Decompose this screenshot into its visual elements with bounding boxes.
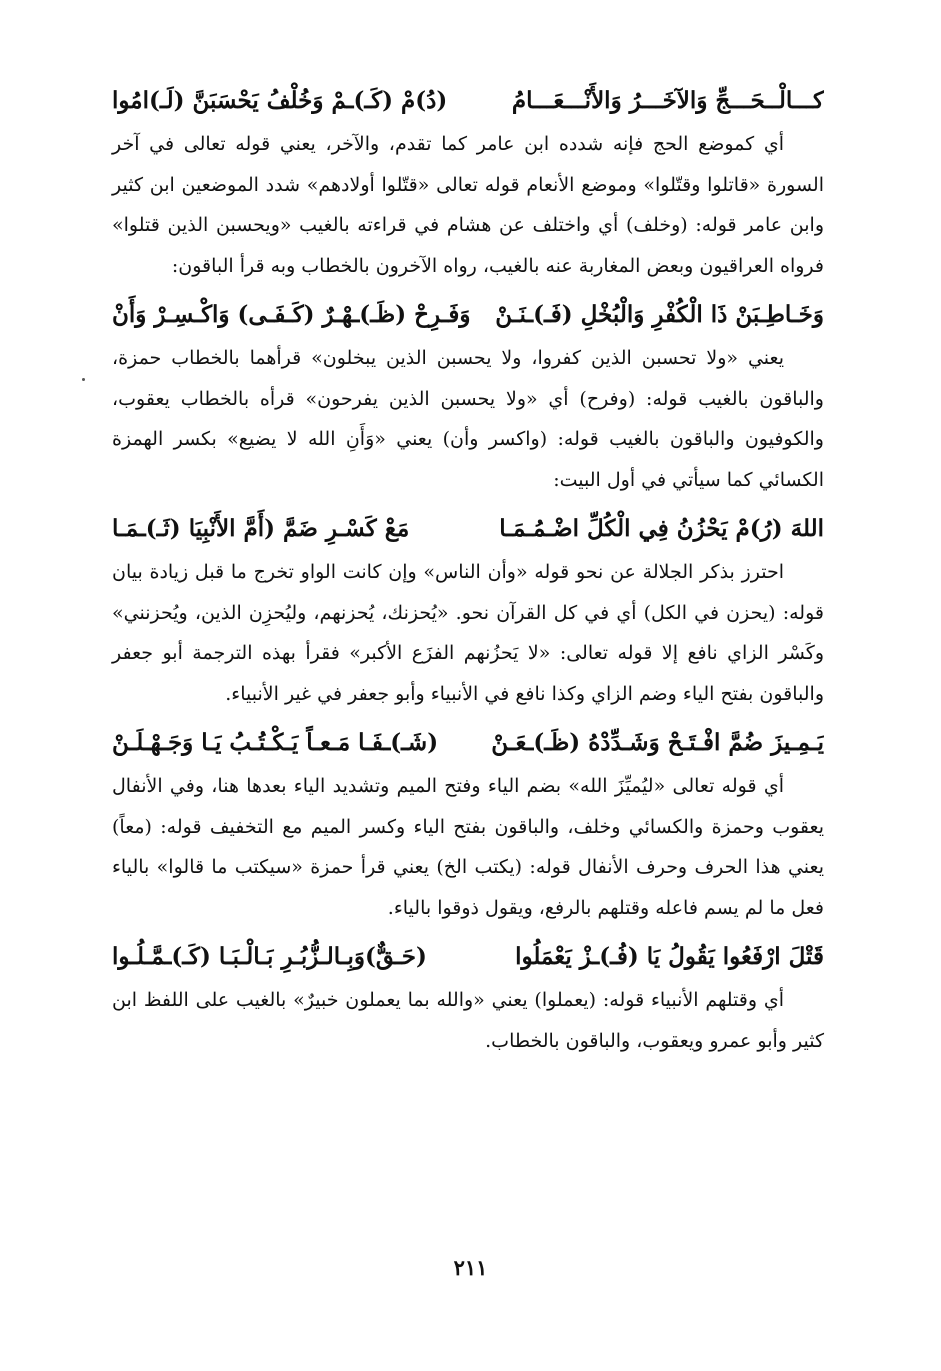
poem-verse-3 bbox=[112, 506, 824, 552]
poem-verse-5 bbox=[112, 934, 824, 980]
section-4 bbox=[112, 720, 824, 928]
verse-1-first-hemistich: كـــالْــحَـــجِّ وَالآخَـــرُ وَالأَنْـــعَـــامُ bbox=[511, 87, 824, 114]
verse-2-second-hemistich: وَفَـرِحْ (ظَـ)ـهْـرٌ (كَـفَـى) وَاكْـسِـرْ وَأَنْ bbox=[112, 301, 471, 328]
commentary-1 bbox=[112, 124, 824, 286]
poem-verse-2 bbox=[112, 292, 824, 338]
commentary-5-text: أي وقتلهم الأنبياء قوله: (يعملوا) يعني «والله بما يعملون خبيرٌ» بالغيب على اللفظ ابن كثير وأبو عمرو ويعقوب، والباقون بالخطاب. bbox=[112, 989, 824, 1052]
section-2 bbox=[112, 292, 824, 500]
section-5 bbox=[112, 934, 824, 1061]
poem-verse-1 bbox=[112, 78, 824, 124]
verse-5-first-hemistich: قَتْلَ ارْفَعُوا يَقُولُ يَا (فُـ)ـزْ يَعْمَلُوا bbox=[515, 943, 824, 970]
verse-3-second-hemistich: مَعْ كَسْـرِ ضَمَّ (أَمَّ الأَنْبِيَا (ثَـ)ـمَـا bbox=[112, 515, 410, 542]
commentary-5 bbox=[112, 980, 824, 1061]
margin-mark bbox=[82, 378, 85, 381]
commentary-2-text: يعني «ولا تحسبن الذين كفروا، ولا يحسبن الذين يبخلون» قرأهما بالخطاب حمزة، والباقون بالغيب قوله: (وفرح) أي «ولا يحسبن الذين يفرحون» قرأه بالخطاب يعقوب، والكوفيون والباقون بالغيب قوله: (واكسر وأن) يعني «وَأَنِ الله لا يضيع» بكسر الهمزة الكسائي كما سيأتي في أول البيت: bbox=[112, 347, 824, 491]
verse-2-first-hemistich: وَخَـاطِـبَنْ ذَا الْكُفْرِ وَالْبُخْلِ (فَـ)ـنَـنْ bbox=[495, 301, 824, 328]
verse-4-first-hemistich: يَـمِـيزَ ضُمَّ افْـتَـحْ وَشَـدِّدْهُ (ظَـ)ـعَـنْ bbox=[491, 729, 824, 756]
commentary-3 bbox=[112, 552, 824, 714]
commentary-4 bbox=[112, 766, 824, 928]
commentary-2 bbox=[112, 338, 824, 500]
page-number: ٢١١ bbox=[453, 1255, 488, 1280]
verse-4-second-hemistich: (شَـ)ـفَـا مَـعـاً يَـكْـتُـبُ يَـا وَجَـهْـلَـنْ bbox=[112, 729, 439, 756]
section-1 bbox=[112, 78, 824, 286]
verse-1-second-hemistich: (دُ)مْ (كَـ)ـمْ وَخُلْفُ يَحْسَبَنَّ (لَـ)امُوا bbox=[112, 87, 448, 114]
verse-3-first-hemistich: اللهَ (رُ)مْ يَحْزُنُ فِي الْكُلِّ اضْـمُـمَـا bbox=[499, 515, 824, 542]
commentary-1-text: أي كموضع الحج فإنه شدده ابن عامر كما تقدم، والآخر، يعني قوله تعالى في آخر السورة «قاتلوا وقتّلوا» وموضع الأنعام قوله تعالى «قتّلوا أولادهم» شدد الموضعين ابن كثير وابن عامر قوله: (وخلف) أي واختلف عن هشام في قراءته بالغيب «ويحسبن الذين قتلوا» فرواه العراقيون وبعض المغاربة عنه بالغيب، رواه الآخرون بالخطاب وبه قرأ الباقون: bbox=[112, 133, 824, 277]
poem-verse-4 bbox=[112, 720, 824, 766]
section-3 bbox=[112, 506, 824, 714]
commentary-3-text: احترز بذكر الجلالة عن نحو قوله «وأن الناس» وإن كانت الواو تخرج ما قبل زيادة بيان قوله: (يحزن في الكل) أي في كل القرآن نحو. «يُحزنك، يُحزنهم، وليُحزِن الذين، ويُحزنني» وكَسْر الزاي نافع إلا قوله تعالى: «لا يَحزُنهم الفزَع الأكبر» فقرأ بهذه الترجمة أبو جعفر والباقون بفتح الياء وضم الزاي وكذا نافع في الأنبياء وأبو جعفر في غير الأنبياء. bbox=[112, 561, 824, 705]
verse-5-second-hemistich: (حَـقٌّ)وَبِـالـزُّبُـرِ بَـالْـبَـا (كَـ)ـمَّـلُـوا bbox=[112, 943, 427, 970]
commentary-4-text: أي قوله تعالى «ليُميِّزَ الله» بضم الياء وفتح الميم وتشديد الياء بعدها هنا، وفي الأنفال يعقوب وحمزة والكسائي وخلف، والباقون بفتح الياء وكسر الميم مع التخفيف قوله: (معاً) يعني هذا الحرف وحرف الأنفال قوله: (يكتب الخ) يعني قرأ حمزة «سيكتب ما قالوا» بالياء فعل ما لم يسم فاعله وقتلهم بالرفع، ويقول ذوقوا بالياء. bbox=[112, 775, 824, 919]
page-content bbox=[112, 78, 824, 1067]
